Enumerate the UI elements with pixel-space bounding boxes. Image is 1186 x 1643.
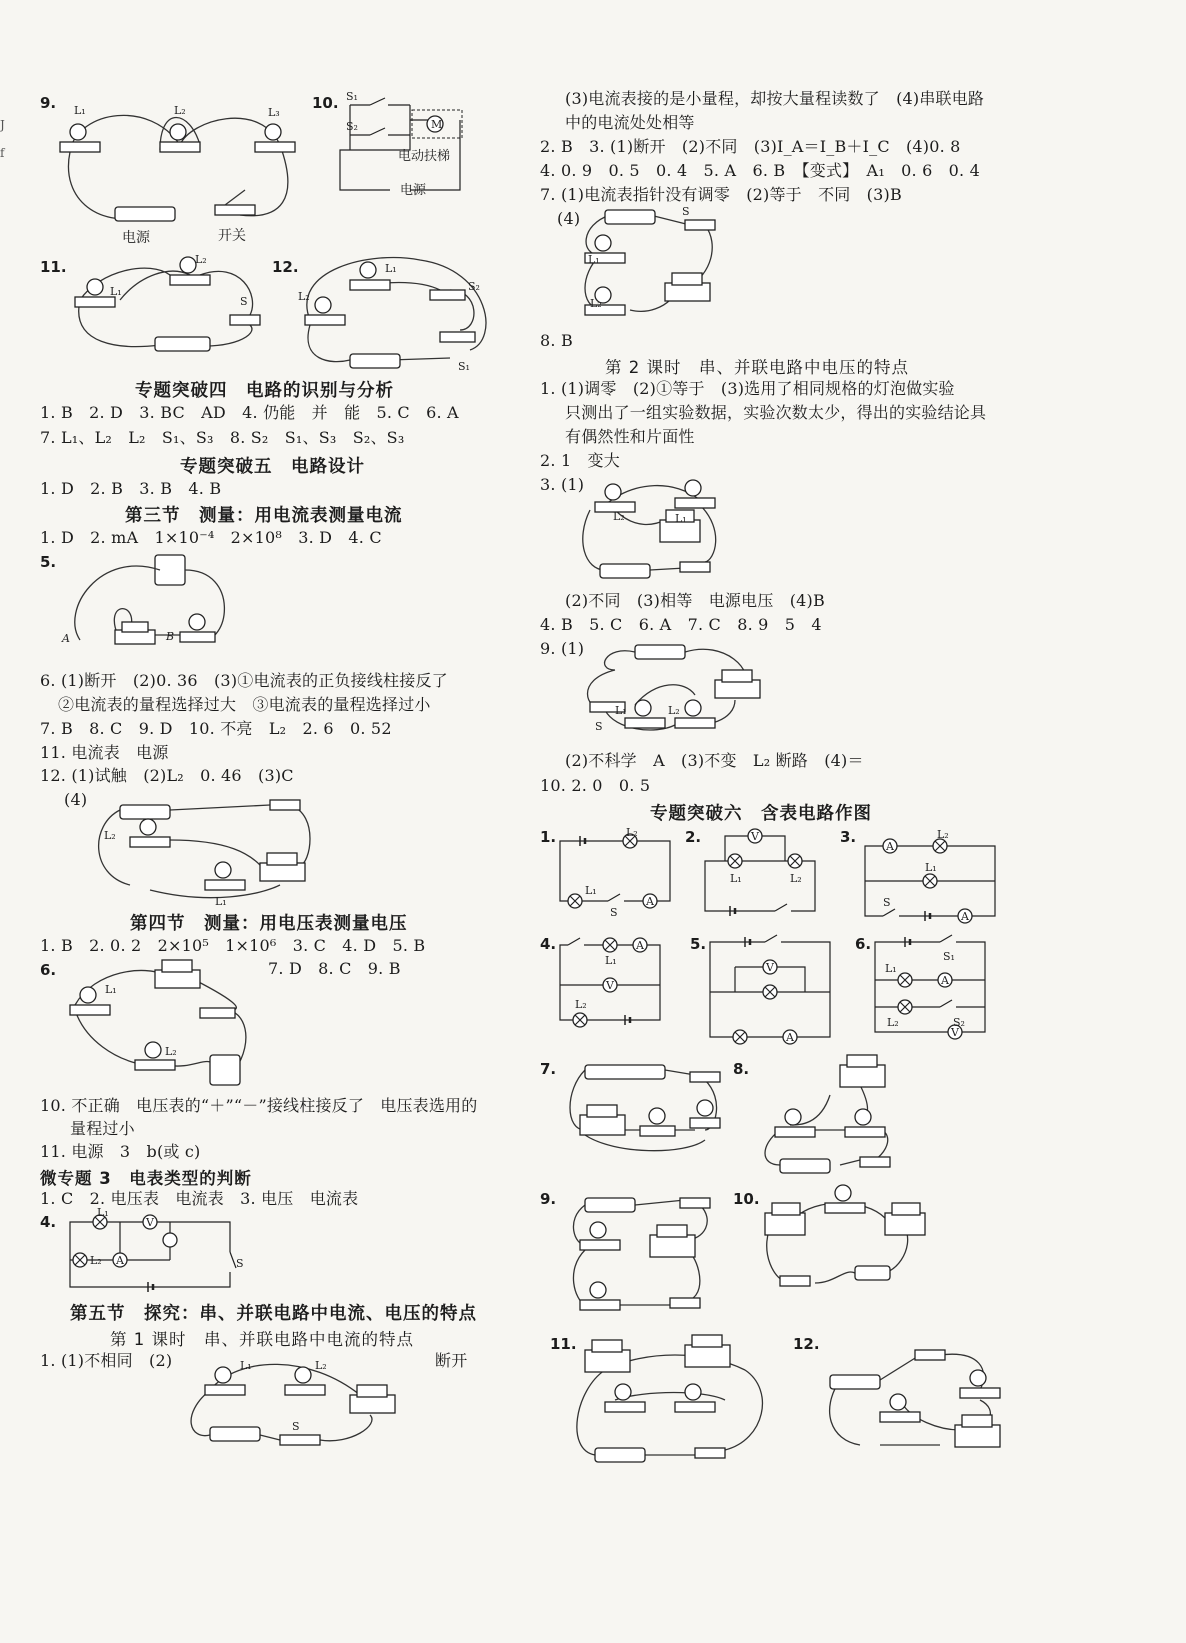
question-number: 4. [540, 935, 557, 953]
schematic-3 [855, 826, 1005, 926]
point-label: B [166, 630, 175, 643]
question-number: 1. [540, 828, 557, 846]
circuit-figure-11 [60, 255, 280, 365]
section-title: 专题突破六 含表电路作图 [650, 804, 872, 824]
question-number: 10. [312, 94, 339, 112]
source-label: 电源 [400, 183, 427, 198]
margin-mark: J [0, 118, 5, 132]
answer-line: 4. B 5. C 6. A 7. C 8. 9 5 4 [540, 615, 822, 634]
switch-label: S [240, 295, 248, 308]
question-number: 8. [733, 1060, 750, 1078]
answer-line: 9. (1) [540, 639, 585, 658]
switch-label: S [682, 205, 690, 218]
lamp-label: L₁ [110, 285, 122, 298]
switch-label: S₂ [953, 1016, 965, 1029]
motor-label: M [431, 118, 443, 131]
question-number: 11. [550, 1335, 577, 1353]
answer-line: 10. 2. 0 0. 5 [540, 776, 651, 795]
answer-line: 1. (1)不相同 (2) [40, 1351, 173, 1370]
switch-label: S [610, 906, 618, 919]
question-number: 5. [690, 935, 707, 953]
lesson-title: 第 2 课时 串、并联电路中电压的特点 [605, 358, 909, 377]
question-number: 9. [40, 94, 57, 112]
circuit-pic-10 [755, 1188, 935, 1303]
question-number: 2. [685, 828, 702, 846]
answer-line: 中的电流处处相等 [565, 113, 695, 132]
switch-label: S₁ [458, 360, 470, 373]
answer-line: 6. (1)断开 (2)0. 36 (3)①电流表的正负接线柱接反了 [40, 671, 448, 690]
switch-label: S₂ [468, 280, 480, 293]
answer-line: 4. 0. 9 0. 5 0. 4 5. A 6. B 【变式】 A₁ 0. 6 0. 4 [540, 161, 980, 180]
answer-line: 7. (1)电流表指针没有调零 (2)等于 不同 (3)B [540, 185, 902, 204]
answer-line: 1. B 2. 0. 2 2×10⁵ 1×10⁶ 3. C 4. D 5. B [40, 936, 426, 955]
lamp-label: L₂ [668, 704, 680, 717]
answer-line: 1. B 2. D 3. BC AD 4. 仍能 并 能 5. C 6. A [40, 403, 459, 422]
meter-label: A [636, 939, 644, 952]
lamp-label: L₂ [298, 290, 310, 303]
question-number: 4. [40, 1213, 57, 1231]
lamp-label: L₁ [615, 704, 627, 717]
section-title: 第五节 探究：串、并联电路中电流、电压的特点 [70, 1304, 477, 1324]
lamp-label: L₁ [588, 253, 600, 266]
meter-label: A [116, 1254, 124, 1267]
lamp-label: L₁ [385, 262, 397, 275]
meter-label: A [786, 1031, 794, 1044]
meter-label: A [941, 974, 949, 987]
answer-line: 7. D 8. C 9. B [268, 959, 401, 978]
answer-line: 10. 不正确 电压表的“＋”“－”接线柱接反了 电压表选用的 [40, 1096, 478, 1115]
switch-label: 开关 [218, 228, 246, 244]
answer-line: ②电流表的量程选择过大 ③电流表的量程选择过小 [58, 695, 431, 714]
lamp-label: L₂ [315, 1359, 327, 1372]
lamp-label: L₂ [575, 998, 587, 1011]
section-title: 专题突破四 电路的识别与分析 [135, 381, 394, 401]
lamp-label: L₂ [887, 1016, 899, 1029]
lamp-label: L₁ [240, 1359, 252, 1372]
meter-label: V [766, 961, 774, 974]
answer-line: 有偶然性和片面性 [565, 427, 695, 446]
switch-label: S₁ [943, 950, 955, 963]
circuit-figure-10 [330, 90, 490, 210]
circuit-figure-12 [290, 250, 500, 380]
lamp-label: L₁ [675, 512, 687, 525]
question-number: 11. [40, 258, 67, 276]
switch-label: S [292, 1420, 300, 1433]
margin-mark: f [0, 146, 5, 160]
circuit-pic-9 [565, 1190, 725, 1320]
schematic-5 [700, 932, 840, 1050]
schematic-4 [550, 930, 680, 1030]
answer-line: 11. 电源 3 b(或 c) [40, 1142, 201, 1161]
lamp-label: L₁ [730, 872, 742, 885]
question-number: 3. [840, 828, 857, 846]
circuit-figure-6 [55, 960, 265, 1090]
lamp-label: L₁ [215, 895, 227, 908]
lamp-label: L₂ [626, 826, 638, 839]
meter-label: V [146, 1216, 154, 1229]
source-label: 电源 [122, 230, 150, 246]
question-number: 10. [733, 1190, 760, 1208]
answer-line: (2)不同 (3)相等 电源电压 (4)B [565, 591, 825, 610]
circuit-figure-7-4 [570, 205, 730, 325]
answer-line: 8. B [540, 331, 573, 350]
point-label: A [62, 632, 70, 645]
circuit-pic-12 [820, 1330, 1020, 1460]
schematic-1 [550, 826, 680, 919]
question-number: 12. [793, 1335, 820, 1353]
answer-line: 11. 电流表 电源 [40, 743, 169, 762]
lamp-label: L₂ [937, 828, 949, 841]
section-title: 第三节 测量：用电流表测量电流 [125, 506, 403, 526]
lamp-label: L₁ [105, 983, 117, 996]
escalator-label: 电动扶梯 [398, 149, 451, 164]
lamp-label: L₂ [613, 510, 625, 523]
lamp-label: L₂ [165, 1045, 177, 1058]
schematic-m3-4 [60, 1206, 244, 1294]
answer-line: (3)电流表接的是小量程，却按大量程读数了 (4)串联电路 [565, 89, 985, 108]
switch-label: S₂ [346, 120, 358, 133]
question-number: 6. [855, 935, 872, 953]
lamp-label: L₁ [605, 954, 617, 967]
answer-line: 1. (1)调零 (2)①等于 (3)选用了相同规格的灯泡做实验 [540, 379, 955, 398]
question-number: 7. [540, 1060, 557, 1078]
answer-line: 3. (1) [540, 475, 585, 494]
switch-label: S [236, 1257, 244, 1270]
switch-label: S [595, 720, 603, 733]
question-number: 12. [272, 258, 299, 276]
circuit-figure-5 [60, 550, 240, 665]
schematic-2 [695, 826, 825, 921]
lamp-label: L₂ [790, 872, 802, 885]
lamp-label: L₂ [90, 1254, 102, 1267]
lamp-label: L₁ [585, 884, 597, 897]
meter-label: A [646, 895, 654, 908]
answer-line: 7. B 8. C 9. D 10. 不亮 L₂ 2. 6 0. 52 [40, 719, 392, 738]
circuit-pic-7 [565, 1060, 725, 1155]
answer-line: 1. C 2. 电压表 电流表 3. 电压 电流表 [40, 1189, 359, 1208]
lamp-label: L₁ [885, 962, 897, 975]
switch-label: S [883, 896, 891, 909]
answer-line: (4) [557, 209, 581, 228]
meter-label: A [961, 910, 969, 923]
lamp-label: L₁ [74, 104, 86, 117]
circuit-figure-3-1 [575, 480, 735, 590]
answer-line: 1. D 2. B 3. B 4. B [40, 479, 222, 498]
answer-line: (2)不科学 A (3)不变 L₂ 断路 (4)＝ [565, 751, 864, 770]
answer-line: (4) [64, 790, 88, 809]
answer-line: 7. L₁、L₂ L₂ S₁、S₃ 8. S₂ S₁、S₃ S₂、S₃ [40, 428, 405, 447]
circuit-pic-11 [565, 1330, 785, 1470]
lamp-label: L₂ [590, 297, 602, 310]
lesson-title: 第 1 课时 串、并联电路中电流的特点 [110, 1330, 414, 1349]
answer-line: 12. (1)试触 (2)L₂ 0. 46 (3)C [40, 766, 294, 785]
circuit-figure-9 [40, 90, 310, 250]
answer-line: 量程过小 [70, 1119, 135, 1138]
lamp-label: L₁ [97, 1206, 109, 1219]
meter-label: V [606, 979, 614, 992]
lamp-label: L₂ [104, 829, 116, 842]
lamp-label: L₁ [925, 861, 937, 874]
answer-line: 断开 [435, 1351, 468, 1370]
circuit-figure-s5-1 [180, 1355, 400, 1470]
switch-label: S₁ [346, 90, 358, 103]
lamp-label: L₂ [195, 253, 207, 266]
lamp-label: L₂ [174, 104, 186, 117]
question-number: 5. [40, 553, 57, 571]
answer-line: 只测出了一组实验数据，实验次数太少，得出的实验结论具 [565, 403, 987, 422]
circuit-pic-8 [750, 1055, 900, 1175]
section-title: 第四节 测量：用电压表测量电压 [130, 914, 408, 934]
section-title: 专题突破五 电路设计 [180, 457, 365, 477]
lamp-label: L₃ [268, 106, 280, 119]
meter-label: V [751, 830, 759, 843]
schematic-6 [865, 932, 1005, 1047]
meter-label: A [886, 840, 894, 853]
question-number: 6. [40, 961, 57, 979]
meter-label: V [951, 1026, 959, 1039]
circuit-figure-12-4 [90, 795, 320, 910]
question-number: 9. [540, 1190, 557, 1208]
answer-line: 1. D 2. mA 1×10⁻⁴ 2×10⁸ 3. D 4. C [40, 528, 382, 547]
answer-line: 2. 1 变大 [540, 451, 620, 470]
circuit-figure-9-1 [575, 640, 765, 740]
answer-line: 2. B 3. (1)断开 (2)不同 (3)I_A＝I_B＋I_C (4)0. 8 [540, 137, 961, 156]
section-title: 微专题 3 电表类型的判断 [40, 1169, 252, 1188]
